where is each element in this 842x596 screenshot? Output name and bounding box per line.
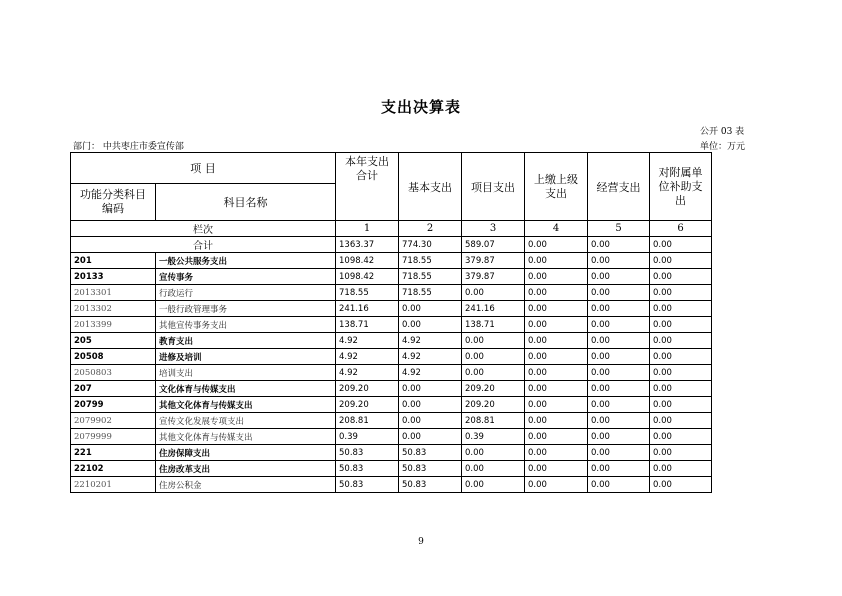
col-number: 2	[399, 221, 462, 237]
row-value: 0.00	[525, 477, 588, 493]
row-value: 0.00	[588, 333, 650, 349]
row-value: 0.39	[462, 429, 525, 445]
row-value: 241.16	[462, 301, 525, 317]
row-value: 0.00	[588, 317, 650, 333]
table-row	[71, 413, 774, 429]
row-name: 其他文化体育与传媒支出	[156, 429, 336, 445]
header-project: 项目支出	[462, 153, 525, 221]
header-item: 项 目	[71, 153, 336, 184]
row-value: 0.00	[650, 349, 712, 365]
header-subsidy: 对附属单 位补助支 出	[650, 153, 712, 221]
row-value: 0.00	[525, 349, 588, 365]
total-value: 0.00	[588, 237, 650, 253]
row-value: 379.87	[462, 269, 525, 285]
total-value: 774.30	[399, 237, 462, 253]
table-row	[71, 477, 774, 493]
total-row	[71, 237, 774, 253]
row-value: 0.00	[650, 381, 712, 397]
table-row	[71, 349, 774, 365]
row-value: 0.00	[650, 301, 712, 317]
row-name: 其他宣传事务支出	[156, 317, 336, 333]
row-value: 209.20	[462, 397, 525, 413]
row-value: 209.20	[336, 381, 399, 397]
row-name: 宣传文化发展专项支出	[156, 413, 336, 429]
department-label: 部门： 中共枣庄市委宣传部	[73, 142, 184, 152]
row-value: 0.00	[588, 381, 650, 397]
col-number: 3	[462, 221, 525, 237]
row-value: 0.00	[650, 397, 712, 413]
total-value: 0.00	[650, 237, 712, 253]
row-value: 0.00	[525, 253, 588, 269]
row-value: 0.00	[525, 301, 588, 317]
row-value: 0.00	[525, 317, 588, 333]
expenditure-table	[70, 152, 774, 493]
row-value: 138.71	[336, 317, 399, 333]
row-value: 208.81	[462, 413, 525, 429]
row-value: 0.00	[650, 461, 712, 477]
col-number: 4	[525, 221, 588, 237]
row-name: 住房公积金	[156, 477, 336, 493]
row-value: 4.92	[399, 333, 462, 349]
total-value: 1363.37	[336, 237, 399, 253]
row-code: 2013399	[71, 317, 156, 333]
row-code: 20133	[71, 269, 156, 285]
row-value: 718.55	[399, 253, 462, 269]
row-value: 50.83	[399, 477, 462, 493]
page-number: 9	[418, 537, 424, 547]
row-code: 2050803	[71, 365, 156, 381]
row-value: 718.55	[399, 269, 462, 285]
row-code: 205	[71, 333, 156, 349]
row-value: 0.00	[588, 365, 650, 381]
row-value: 0.00	[650, 445, 712, 461]
table-row	[71, 429, 774, 445]
row-value: 4.92	[399, 365, 462, 381]
row-value: 50.83	[336, 461, 399, 477]
row-value: 0.00	[525, 397, 588, 413]
row-code: 2079902	[71, 413, 156, 429]
row-name: 一般行政管理事务	[156, 301, 336, 317]
table-row	[71, 445, 774, 461]
row-value: 0.00	[650, 365, 712, 381]
row-value: 138.71	[462, 317, 525, 333]
lanci-row	[71, 221, 774, 237]
header-code: 功能分类科目 编码	[71, 184, 156, 221]
table-row	[71, 333, 774, 349]
row-value: 0.00	[462, 461, 525, 477]
row-code: 22102	[71, 461, 156, 477]
header-upper: 上缴上级 支出	[525, 153, 588, 221]
row-value: 0.00	[525, 413, 588, 429]
row-value: 0.00	[650, 269, 712, 285]
row-value: 50.83	[336, 445, 399, 461]
row-value: 1098.42	[336, 253, 399, 269]
row-name: 培训支出	[156, 365, 336, 381]
row-code: 201	[71, 253, 156, 269]
table-row	[71, 381, 774, 397]
row-value: 0.00	[462, 333, 525, 349]
row-value: 0.00	[462, 365, 525, 381]
row-code: 221	[71, 445, 156, 461]
row-value: 0.00	[525, 429, 588, 445]
table-row	[71, 253, 774, 269]
row-value: 0.00	[462, 349, 525, 365]
row-code: 20508	[71, 349, 156, 365]
row-value: 0.00	[588, 285, 650, 301]
row-name: 行政运行	[156, 285, 336, 301]
row-value: 0.00	[588, 477, 650, 493]
row-value: 0.00	[399, 317, 462, 333]
form-number: 公开 03 表	[700, 127, 745, 137]
total-value: 0.00	[525, 237, 588, 253]
row-value: 0.00	[525, 445, 588, 461]
row-value: 0.00	[525, 461, 588, 477]
row-code: 207	[71, 381, 156, 397]
row-value: 209.20	[462, 381, 525, 397]
row-value: 0.00	[588, 253, 650, 269]
row-value: 0.00	[588, 349, 650, 365]
row-value: 50.83	[336, 477, 399, 493]
col-number: 6	[650, 221, 712, 237]
row-value: 718.55	[399, 285, 462, 301]
row-value: 0.00	[462, 285, 525, 301]
row-value: 0.00	[525, 333, 588, 349]
row-value: 4.92	[336, 349, 399, 365]
row-value: 4.92	[336, 333, 399, 349]
table-row	[71, 365, 774, 381]
table-row	[71, 269, 774, 285]
row-value: 50.83	[399, 461, 462, 477]
row-value: 0.00	[525, 285, 588, 301]
row-value: 0.00	[588, 301, 650, 317]
total-value: 589.07	[462, 237, 525, 253]
row-name: 宣传事务	[156, 269, 336, 285]
row-value: 0.00	[588, 397, 650, 413]
row-code: 2079999	[71, 429, 156, 445]
row-value: 0.00	[650, 477, 712, 493]
header-basic: 基本支出	[399, 153, 462, 221]
row-code: 2210201	[71, 477, 156, 493]
row-value: 4.92	[336, 365, 399, 381]
row-value: 1098.42	[336, 269, 399, 285]
total-label: 合计	[71, 237, 336, 253]
col-number: 5	[588, 221, 650, 237]
lanci-label: 栏次	[71, 221, 336, 237]
row-value: 0.00	[588, 445, 650, 461]
row-name: 住房保障支出	[156, 445, 336, 461]
row-value: 0.00	[399, 381, 462, 397]
row-value: 0.00	[588, 429, 650, 445]
row-code: 20799	[71, 397, 156, 413]
row-name: 进修及培训	[156, 349, 336, 365]
row-code: 2013301	[71, 285, 156, 301]
row-value: 0.00	[650, 253, 712, 269]
row-value: 0.00	[588, 269, 650, 285]
table-row	[71, 317, 774, 333]
row-value: 4.92	[399, 349, 462, 365]
row-name: 其他文化体育与传媒支出	[156, 397, 336, 413]
header-name: 科目名称	[156, 184, 336, 221]
table-row	[71, 301, 774, 317]
row-value: 0.00	[525, 381, 588, 397]
row-value: 208.81	[336, 413, 399, 429]
row-code: 2013302	[71, 301, 156, 317]
row-value: 0.00	[650, 333, 712, 349]
row-name: 一般公共服务支出	[156, 253, 336, 269]
col-number: 1	[336, 221, 399, 237]
row-value: 241.16	[336, 301, 399, 317]
row-value: 0.00	[462, 445, 525, 461]
row-value: 0.00	[588, 413, 650, 429]
row-name: 文化体育与传媒支出	[156, 381, 336, 397]
row-value: 0.00	[399, 413, 462, 429]
row-value: 0.00	[525, 269, 588, 285]
page-title: 支出决算表	[380, 98, 461, 116]
row-value: 0.00	[588, 461, 650, 477]
unit-label: 单位：万元	[700, 142, 746, 152]
row-value: 209.20	[336, 397, 399, 413]
row-value: 0.00	[650, 317, 712, 333]
table-row	[71, 397, 774, 413]
row-value: 0.00	[650, 429, 712, 445]
row-value: 379.87	[462, 253, 525, 269]
table-row	[71, 461, 774, 477]
row-name: 教育支出	[156, 333, 336, 349]
header-operating: 经营支出	[588, 153, 650, 221]
row-value: 0.00	[650, 285, 712, 301]
row-name: 住房改革支出	[156, 461, 336, 477]
row-value: 718.55	[336, 285, 399, 301]
header-total: 本年支出 合计	[336, 153, 399, 221]
row-value: 0.00	[399, 301, 462, 317]
row-value: 0.00	[462, 477, 525, 493]
table-row	[71, 285, 774, 301]
row-value: 0.00	[399, 397, 462, 413]
row-value: 0.00	[525, 365, 588, 381]
row-value: 0.39	[336, 429, 399, 445]
row-value: 0.00	[399, 429, 462, 445]
row-value: 50.83	[399, 445, 462, 461]
row-value: 0.00	[650, 413, 712, 429]
